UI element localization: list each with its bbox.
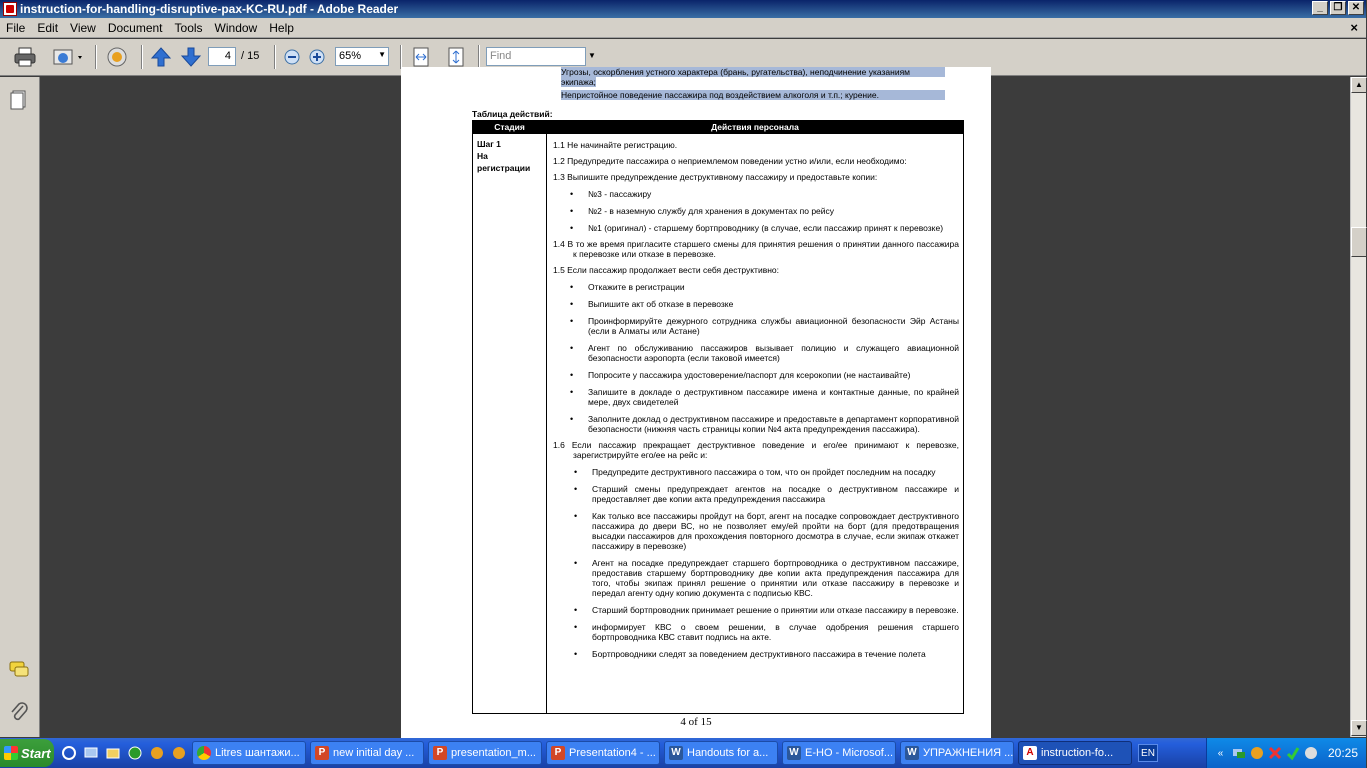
fit-page-button[interactable] xyxy=(443,45,469,69)
find-input[interactable]: Find xyxy=(486,47,586,66)
antivirus-icon[interactable] xyxy=(1267,746,1282,761)
taskbar-item-word[interactable] xyxy=(900,741,1014,765)
menu-window[interactable]: Window xyxy=(214,20,258,35)
start-label: Start xyxy=(21,745,51,761)
chrome-icon xyxy=(197,746,211,760)
list-item: • №3 - пассажиру xyxy=(588,189,959,199)
page-footer: 4 of 15 xyxy=(680,716,712,728)
print-button[interactable] xyxy=(10,45,40,69)
list-item: • Старший смены предупреждает агентов на посадке о деструктивном пассажире и предоставляет две копии акта предупреждения пассажира xyxy=(592,484,959,504)
word-icon: W xyxy=(787,746,801,760)
list-item: • Как только все пассажиры пройдут на борт, агент на посадке сопровождает деструктивного пассажира до двери ВС, но не позволяет ему/ей пройти на борт (для предотвращения высадки пассажиров для прохождения повторного досмотра в случае, если экипаж откажет пассажиру в перевозке) xyxy=(592,511,959,551)
security-icon[interactable] xyxy=(1285,746,1300,761)
page-total: / 15 xyxy=(241,50,260,62)
menu-tools[interactable]: Tools xyxy=(174,20,203,35)
explorer-icon[interactable] xyxy=(104,744,122,762)
table-title: Таблица действий: xyxy=(472,109,553,119)
powerpoint-icon: P xyxy=(433,746,447,760)
task-label: instruction-fo... xyxy=(1041,747,1114,759)
list-item: • Агент по обслуживанию пассажиров вызывает полицию и служащего авиационной безопасности аэропорта (если таковой имеется) xyxy=(588,343,959,363)
zoom-out-icon xyxy=(283,48,301,66)
menu-help[interactable]: Help xyxy=(269,20,294,35)
list-item: • Запишите в докладе о деструктивном пассажире имена и контактные данные, по крайней мере, двух свидетелей xyxy=(588,387,959,407)
pages-icon[interactable] xyxy=(8,89,30,111)
vertical-scrollbar[interactable] xyxy=(1350,77,1366,737)
text-line: Угрозы, оскорбления устного характера (брань, ругательства), неподчинение указаниям xyxy=(561,67,945,77)
opera-tray-icon[interactable] xyxy=(1249,746,1264,761)
desktop-icon[interactable] xyxy=(82,744,100,762)
list-item: • Выпишите акт об отказе в перевозке xyxy=(588,299,959,309)
step-1-3: 1.3 Выпишите предупреждение деструктивному пассажиру и предоставьте копии: xyxy=(553,172,878,182)
comments-icon[interactable] xyxy=(8,659,30,681)
toolbar-separator xyxy=(141,45,143,69)
column-header-actions: Действия персонала xyxy=(547,121,964,134)
next-page-button[interactable] xyxy=(178,45,204,69)
page-number-input[interactable]: 4 xyxy=(208,47,236,66)
list-item: • Бортпроводники следят за поведением деструктивного пассажира в течение полета xyxy=(592,649,959,659)
step-1-5: 1.5 Если пассажир продолжает вести себя деструктивно: xyxy=(553,265,779,275)
language-indicator[interactable]: EN xyxy=(1138,744,1158,762)
list-item: • Предупредите деструктивного пассажира о том, что он пройдет последним на посадку xyxy=(592,467,959,477)
stage-label: регистрации xyxy=(477,163,531,173)
email-button[interactable] xyxy=(48,45,88,69)
zoom-value: 65% xyxy=(339,50,362,62)
word-icon: W xyxy=(669,746,683,760)
task-label: Litres шантажи... xyxy=(215,747,300,759)
toolbar-separator xyxy=(478,45,480,69)
taskbar-item-powerpoint[interactable] xyxy=(310,741,424,765)
scroll-up-button[interactable]: ▲ xyxy=(1351,77,1367,93)
list-item: • Откажите в регистрации xyxy=(588,282,959,292)
task-label: new initial day ... xyxy=(333,747,415,759)
volume-icon[interactable] xyxy=(1303,746,1318,761)
text-line: Непристойное поведение пассажира под воздействием алкоголя и т.п.; курение. xyxy=(561,90,945,100)
adobe-reader-icon xyxy=(3,2,17,16)
taskbar-item-word[interactable] xyxy=(664,741,778,765)
taskbar-item-word[interactable] xyxy=(782,741,896,765)
word-icon: W xyxy=(905,746,919,760)
stage-label: На xyxy=(477,151,488,161)
minimize-button[interactable]: _ xyxy=(1312,1,1328,15)
start-button[interactable] xyxy=(0,739,54,767)
windows-logo-icon xyxy=(4,746,18,760)
taskbar-item-powerpoint[interactable] xyxy=(428,741,542,765)
powerpoint-icon: P xyxy=(551,746,565,760)
chevron-down-icon: ▼ xyxy=(378,50,386,59)
printer-icon xyxy=(13,46,37,68)
scroll-thumb[interactable] xyxy=(1351,227,1367,257)
fit-width-icon xyxy=(411,46,431,68)
step-1-6: 1.6 Если пассажир прекращает деструктивное поведение и его/ее принимают к перевозке, зарегистрируйте его/ее на рейс и: xyxy=(553,440,959,460)
clock: 20:25 xyxy=(1327,746,1358,760)
arrow-up-icon xyxy=(150,46,172,68)
list-item: • Заполните доклад о деструктивном пассажире и предоставьте в департамент корпоративной безопасности (нижняя часть страницы копии №4 акта предупреждения пассажира). xyxy=(588,414,959,434)
list-item: • №1 (оригинал) - старшему бортпроводнику (в случае, если пассажир принят к перевозке) xyxy=(588,223,959,233)
stage-step: Шаг 1 xyxy=(477,139,501,149)
pdf-icon: A xyxy=(1023,746,1037,760)
taskbar-item-chrome[interactable] xyxy=(192,741,306,765)
find-tool-button[interactable] xyxy=(102,45,132,69)
opera-icon[interactable] xyxy=(170,744,188,762)
fit-page-icon xyxy=(446,46,466,68)
list-item: • Агент на посадке предупреждает старшего бортпроводника о деструктивном пассажире, предоставив старшему бортпроводнику две копии акта предупреждения пассажира для того, чтобы экипаж принял решение о принятии или отказе пассажиру в перевозке и передал агенту одну копию документа с подписью КВС. xyxy=(592,558,959,598)
document-close-button[interactable]: × xyxy=(1350,20,1358,35)
step-1-4: 1.4 В то же время пригласите старшего смены для принятия решения о принятии данного пассажира к перевозке или отказе в перевозке. xyxy=(553,239,959,259)
step-1-1: 1.1 Не начинайте регистрацию. xyxy=(553,140,678,150)
window-title: instruction-for-handling-disruptive-pax-KC-RU.pdf - Adobe Reader xyxy=(20,2,399,16)
stage-cell xyxy=(473,134,547,714)
attachments-icon[interactable] xyxy=(8,701,30,723)
window-controls xyxy=(1312,1,1364,15)
navigation-panel xyxy=(0,77,40,737)
zoom-out-button[interactable] xyxy=(282,45,302,69)
list-item: • Старший бортпроводник принимает решение о принятии или отказе пассажиру в перевозке. xyxy=(592,605,959,615)
powerpoint-icon: P xyxy=(315,746,329,760)
zoom-in-button[interactable] xyxy=(307,45,327,69)
tray-expand-icon[interactable]: « xyxy=(1217,747,1224,759)
task-label: presentation_m... xyxy=(451,747,536,759)
table-row xyxy=(473,134,964,714)
task-label: Presentation4 - ... xyxy=(569,747,656,759)
list-item: • Попросите у пассажира удостоверение/паспорт для ксерокопии (не настаивайте) xyxy=(588,370,959,380)
toolbar-separator xyxy=(400,45,402,69)
menu-bar xyxy=(0,18,1366,38)
zoom-select[interactable] xyxy=(335,47,389,66)
pdf-page xyxy=(401,67,991,739)
email-icon xyxy=(51,46,85,68)
task-label: УПРАЖНЕНИЯ ... xyxy=(923,747,1014,759)
task-label: E-HO - Microsof... xyxy=(805,747,894,759)
menu-document[interactable]: Document xyxy=(107,20,163,35)
menu-file[interactable]: File xyxy=(6,20,26,35)
chevron-down-icon[interactable]: ▼ xyxy=(588,51,596,60)
internet-explorer-icon[interactable] xyxy=(60,744,78,762)
binoculars-icon xyxy=(104,45,130,69)
maximize-button[interactable]: ❐ xyxy=(1330,1,1346,15)
menu-view[interactable]: View xyxy=(70,20,96,35)
list-item: • Проинформируйте дежурного сотрудника службы авиационной безопасности Эйр Астаны (если в Алматы или Астане) xyxy=(588,316,959,336)
network-icon[interactable] xyxy=(1231,746,1246,761)
table-header-row xyxy=(473,121,964,134)
taskbar xyxy=(0,738,1366,768)
task-label: Handouts for a... xyxy=(687,747,769,759)
menu-edit[interactable]: Edit xyxy=(37,20,59,35)
fit-width-button[interactable] xyxy=(408,45,434,69)
document-view[interactable] xyxy=(41,67,1350,737)
scroll-down-button[interactable]: ▼ xyxy=(1351,720,1367,736)
close-button[interactable]: ✕ xyxy=(1348,1,1364,15)
previous-page-button[interactable] xyxy=(148,45,174,69)
actions-cell xyxy=(547,134,964,714)
toolbar-separator xyxy=(95,45,97,69)
list-item: • №2 - в наземную службу для хранения в документах по рейсу xyxy=(588,206,959,216)
taskbar-item-adobe-reader[interactable] xyxy=(1018,741,1132,765)
title-bar[interactable] xyxy=(0,0,1366,18)
step-1-2: 1.2 Предупредите пассажира о неприемлемом поведении устно и/или, если необходимо: xyxy=(553,156,907,166)
actions-table xyxy=(472,120,964,714)
toolbar-separator xyxy=(274,45,276,69)
zoom-in-icon xyxy=(308,48,326,66)
highlighted-text xyxy=(561,67,945,100)
column-header-stage: Стадия xyxy=(473,121,547,134)
taskbar-item-powerpoint[interactable] xyxy=(546,741,660,765)
media-player-icon[interactable] xyxy=(126,744,144,762)
text-line: экипажа; xyxy=(561,77,596,87)
system-tray xyxy=(1206,738,1366,768)
list-item: • информирует КВС о своем решении, в случае одобрения решения старшего бортпроводника КВС ставит подпись на акте. xyxy=(592,622,959,642)
arrow-down-icon xyxy=(180,46,202,68)
opera-icon[interactable] xyxy=(148,744,166,762)
